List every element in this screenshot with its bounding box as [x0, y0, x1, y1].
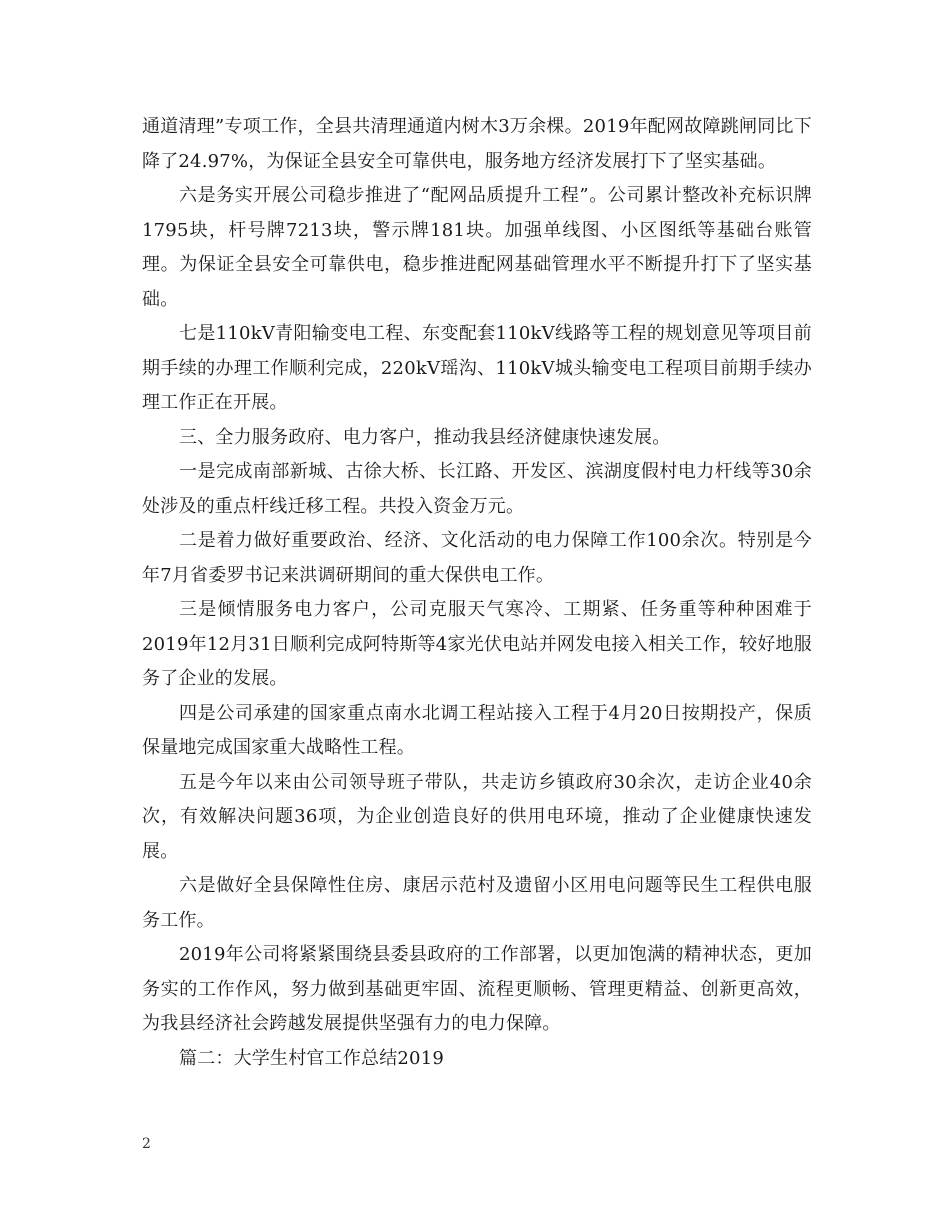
article-title-2: 篇二：大学生村官工作总结2019	[179, 1047, 445, 1069]
paragraph-9: 五是今年以来由公司领导班子带队，共走访乡镇政府30余次，走访企业40余次，有效解决问题36项，为企业创造良好的供用电环境，推动了企业健康快速发展。	[142, 771, 812, 862]
paragraph-2: 六是务实开展公司稳步推进了“配网品质提升工程”。公司累计整改补充标识牌1795块，杆号牌7213块，警示牌181块。加强单线图、小区图纸等基础台账管理。为保证全县安全可靠供电，稳步推进配网基础管理水平不断提升打下了坚实基础。	[142, 185, 812, 310]
section-heading-3: 三、全力服务政府、电力客户，推动我县经济健康快速发展。	[179, 426, 671, 448]
paragraph-7: 三是倾情服务电力客户，公司克服天气寒冷、工期紧、任务重等种种困难于2019年12月31日顺利完成阿特斯等4家光伏电站并网发电接入相关工作，较好地服务了企业的发展。	[142, 599, 812, 689]
paragraph-5: 一是完成南部新城、古徐大桥、长江路、开发区、滨湖度假村电力杆线等30余处涉及的重点杆线迁移工程。共投入资金万元。	[142, 461, 812, 517]
paragraph-10: 六是做好全县保障性住房、康居示范村及遗留小区用电问题等民生工程供电服务工作。	[142, 875, 812, 931]
paragraph-11: 2019年公司将紧紧围绕县委县政府的工作部署，以更加饱满的精神状态，更加务实的工作作风，努力做到基础更牢固、流程更顺畅、管理更精益、创新更高效，为我县经济社会跨越发展提供坚强有力的电力保障。	[142, 944, 812, 1034]
page-number: 2	[142, 1136, 151, 1152]
paragraph-3: 七是110kV青阳输变电工程、东变配套110kV线路等工程的规划意见等项目前期手续的办理工作顺利完成，220kV瑶沟、110kV城头输变电工程项目前期手续办理工作正在开展。	[142, 323, 812, 413]
paragraph-1: 通道清理”专项工作，全县共清理通道内树木3万余棵。2019年配网故障跳闸同比下降了24.97%，为保证全县安全可靠供电，服务地方经济发展打下了坚实基础。	[142, 116, 812, 172]
paragraph-8: 四是公司承建的国家重点南水北调工程站接入工程于4月20日按期投产，保质保量地完成国家重大战略性工程。	[142, 702, 812, 758]
document-body	[142, 110, 812, 1076]
paragraph-6: 二是着力做好重要政治、经济、文化活动的电力保障工作100余次。特别是今年7月省委罗书记来洪调研期间的重大保供电工作。	[142, 530, 812, 586]
